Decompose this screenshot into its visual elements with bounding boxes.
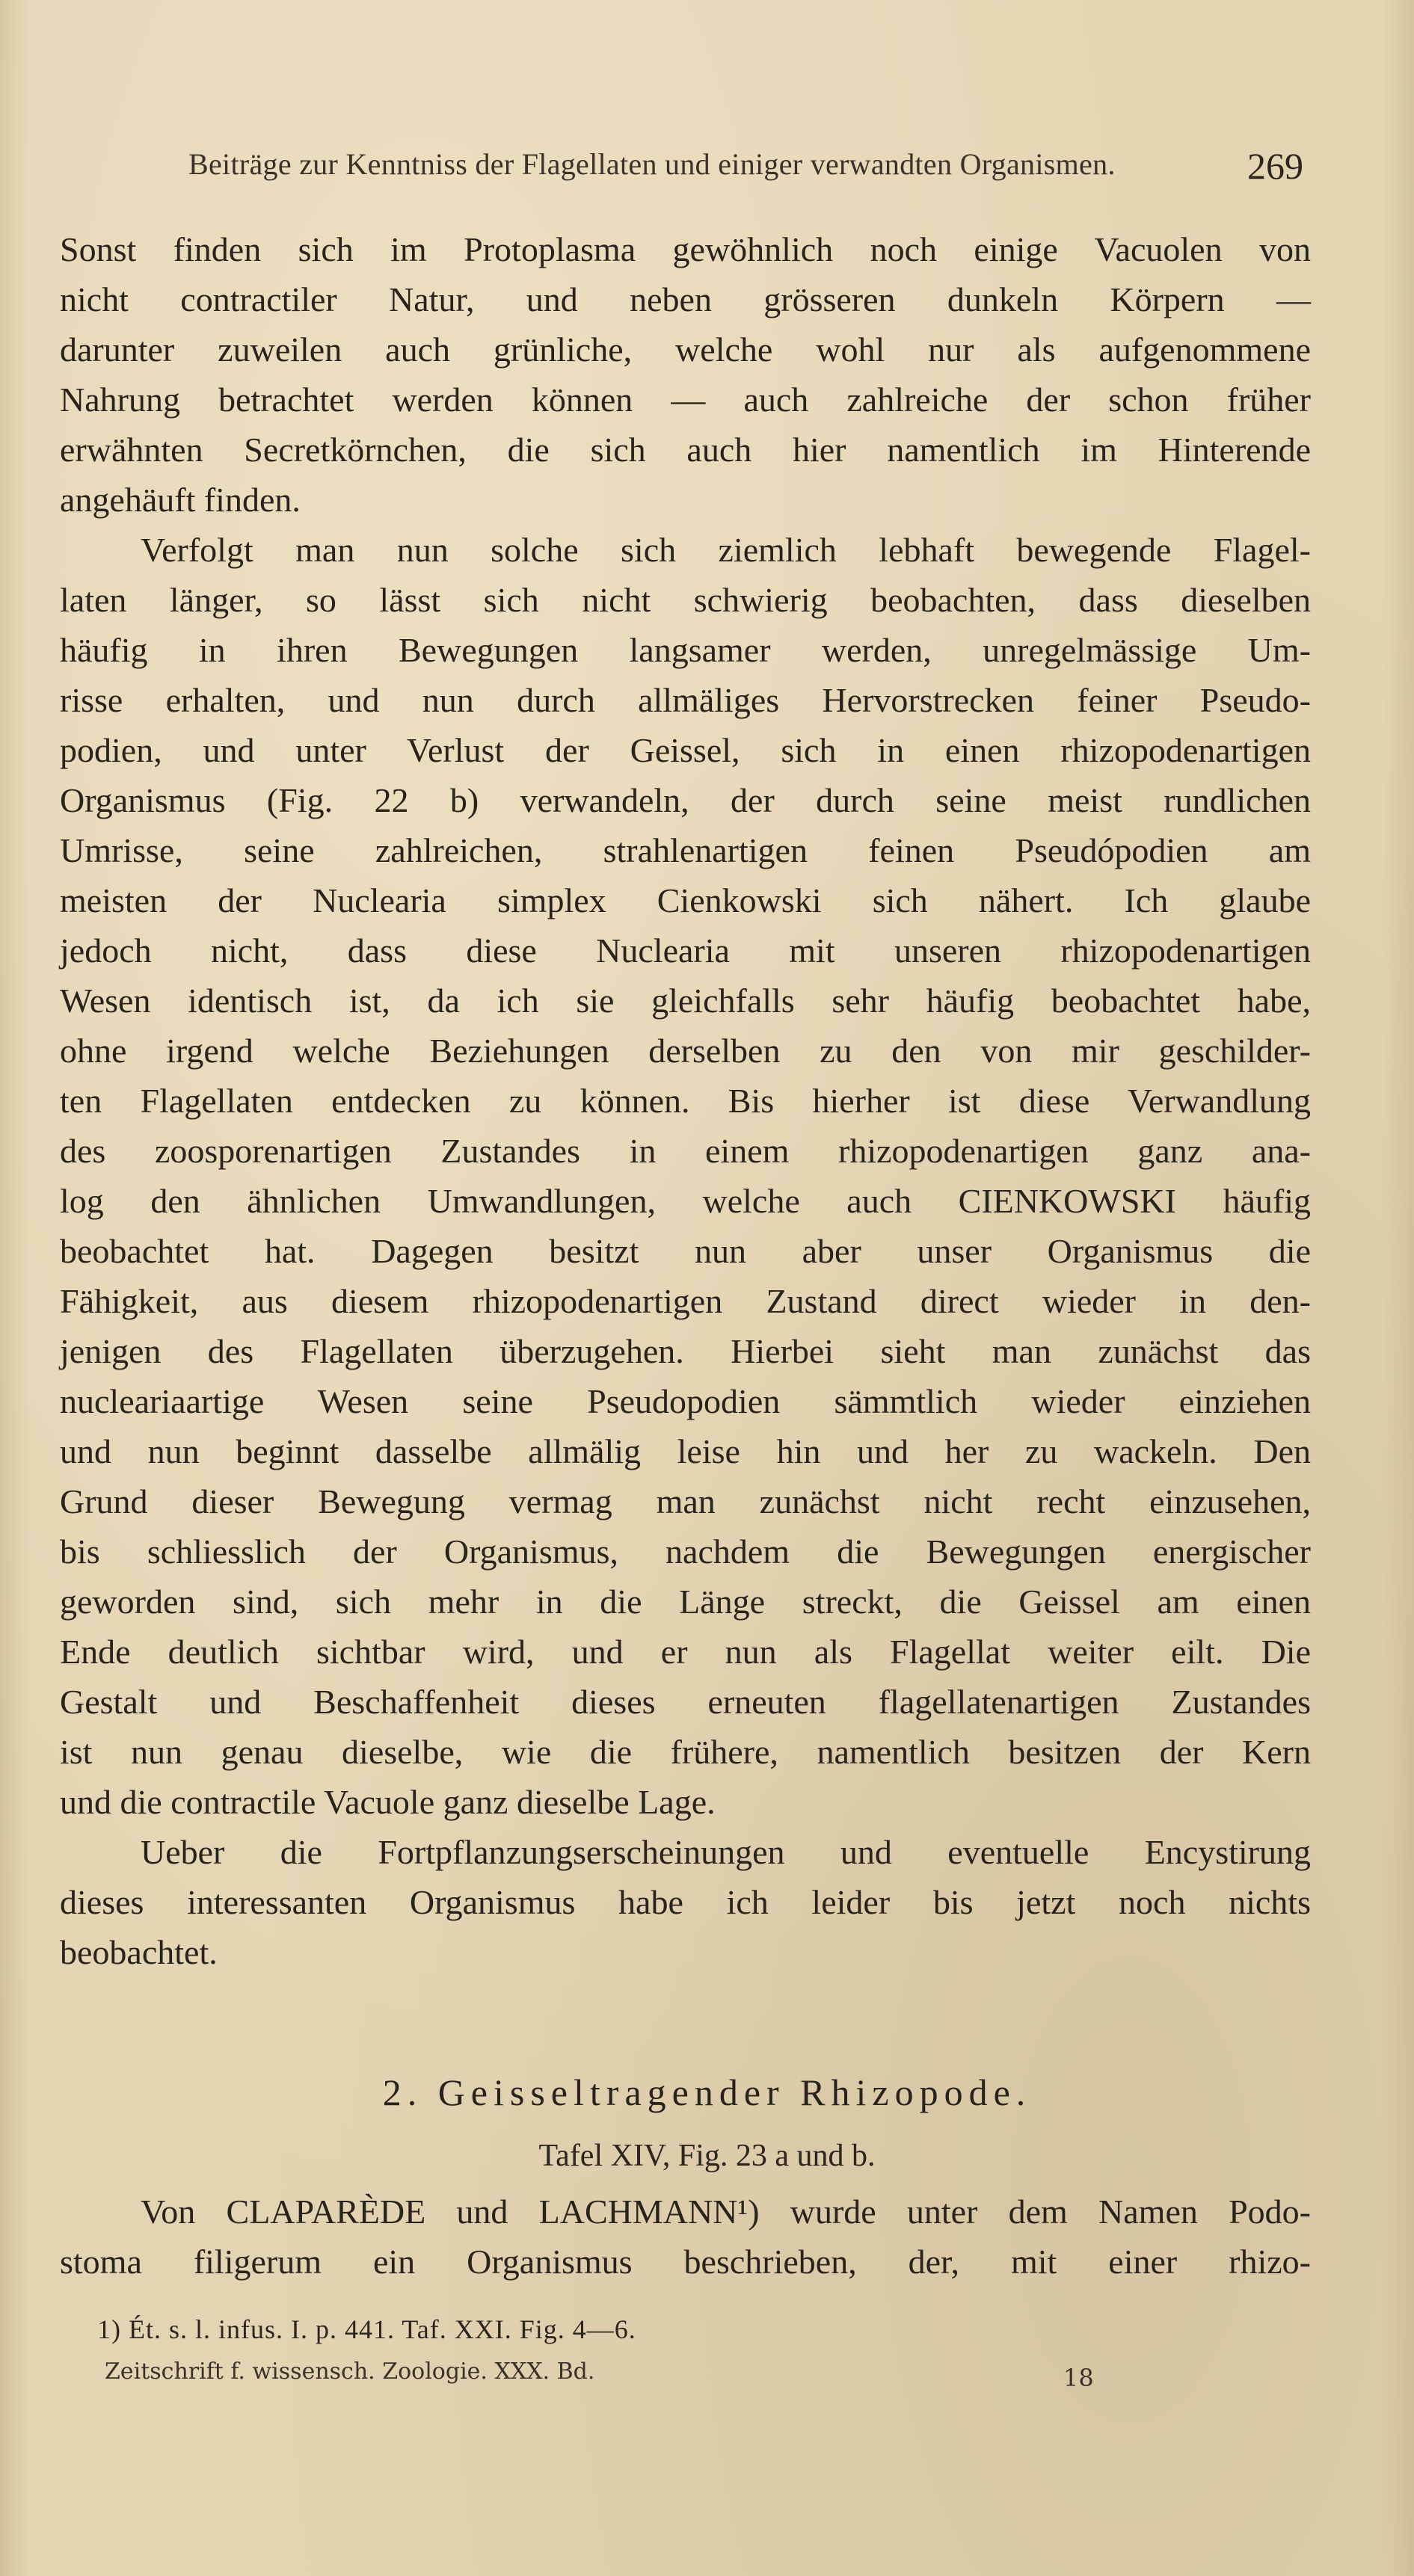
text-line: Von CLAPARÈDE und LACHMANN¹) wurde unter dem Namen Podo- xyxy=(141,2193,1311,2231)
sheet-signature: 18 xyxy=(1063,2364,1094,2392)
text-line: Wesen identisch ist, da ich sie gleichfalls sehr häufig beobachtet habe, xyxy=(60,982,1311,1020)
footnote: 1) Ét. s. l. infus. I. p. 441. Taf. XXI. Fig. 4—6. xyxy=(97,2314,636,2344)
text-line: beobachtet hat. Dagegen besitzt nun aber unser Organismus die xyxy=(60,1232,1311,1270)
text-line: angehäuft finden. xyxy=(60,481,301,519)
text-line: darunter zuweilen auch grünliche, welche wohl nur als aufgenommene xyxy=(60,330,1311,369)
section-heading: 2. Geisseltragender Rhizopode. xyxy=(382,2071,1032,2113)
text-line: beobachtet. xyxy=(60,1933,218,1971)
text-line: Gestalt und Beschaffenheit dieses erneuten flagellatenartigen Zustandes xyxy=(60,1683,1311,1721)
text-line: Verfolgt man nun solche sich ziemlich lebhaft bewegende Flagel- xyxy=(141,531,1311,569)
main-text-block xyxy=(60,224,1311,1977)
text-line: häufig in ihren Bewegungen langsamer werden, unregelmässige Um- xyxy=(60,631,1311,669)
text-line: nicht contractiler Natur, und neben grösseren dunkeln Körpern — xyxy=(60,280,1311,318)
text-line: Grund dieser Bewegung vermag man zunächst nicht recht einzusehen, xyxy=(60,1482,1311,1520)
text-line: und nun beginnt dasselbe allmälig leise hin und her zu wackeln. Den xyxy=(60,1432,1311,1470)
text-line: geworden sind, sich mehr in die Länge streckt, die Geissel am einen xyxy=(60,1583,1311,1621)
section-text-block xyxy=(60,2187,1311,2287)
plate-reference: Tafel XIV, Fig. 23 a und b. xyxy=(538,2139,876,2173)
text-line: jedoch nicht, dass diese Nuclearia mit unseren rhizopodenartigen xyxy=(60,931,1311,970)
text-line: Ende deutlich sichtbar wird, und er nun als Flagellat weiter eilt. Die xyxy=(60,1633,1311,1671)
text-line: meisten der Nuclearia simplex Cienkowski sich nähert. Ich glaube xyxy=(60,881,1311,919)
text-line: stoma filigerum ein Organismus beschrieben, der, mit einer rhizo- xyxy=(60,2243,1311,2281)
text-line: Fähigkeit, aus diesem rhizopodenartigen Zustand direct wieder in den- xyxy=(60,1282,1311,1320)
text-line: log den ähnlichen Umwandlungen, welche auch CIENKOWSKI häufig xyxy=(60,1182,1311,1220)
text-line: Ueber die Fortpflanzungserscheinungen und eventuelle Encystirung xyxy=(141,1833,1311,1871)
text-line: Sonst finden sich im Protoplasma gewöhnlich noch einige Vacuolen von xyxy=(60,230,1311,268)
text-line: ist nun genau dieselbe, wie die frühere, namentlich besitzen der Kern xyxy=(60,1733,1311,1771)
text-line: ohne irgend welche Beziehungen derselben zu den von mir geschilder- xyxy=(60,1032,1311,1070)
text-line: und die contractile Vacuole ganz dieselbe Lage. xyxy=(60,1783,716,1821)
text-line: Organismus (Fig. 22 b) verwandeln, der durch seine meist rundlichen xyxy=(60,781,1311,819)
page-number: 269 xyxy=(1247,145,1303,187)
text-line: dieses interessanten Organismus habe ich leider bis jetzt noch nichts xyxy=(60,1883,1311,1921)
text-line: jenigen des Flagellaten überzugehen. Hierbei sieht man zunächst das xyxy=(60,1332,1311,1370)
running-head: Beiträge zur Kenntniss der Flagellaten und einiger verwandten Organismen. xyxy=(188,147,1116,181)
text-line: des zoosporenartigen Zustandes in einem rhizopodenartigen ganz ana- xyxy=(60,1132,1311,1170)
text-line: podien, und unter Verlust der Geissel, sich in einen rhizopodenartigen xyxy=(60,731,1311,769)
text-line: laten länger, so lässt sich nicht schwierig beobachten, dass dieselben xyxy=(60,581,1311,619)
text-line: risse erhalten, und nun durch allmäliges Hervorstrecken feiner Pseudo- xyxy=(60,681,1311,719)
text-line: ten Flagellaten entdecken zu können. Bis hierher ist diese Verwandlung xyxy=(60,1082,1311,1120)
text-line: Umrisse, seine zahlreichen, strahlenartigen feinen Pseudópodien am xyxy=(60,831,1311,869)
text-line: nucleariaartige Wesen seine Pseudopodien sämmtlich wieder einziehen xyxy=(60,1382,1311,1420)
text-line: Nahrung betrachtet werden können — auch zahlreiche der schon früher xyxy=(60,380,1311,419)
journal-signature-line: Zeitschrift f. wissensch. Zoologie. XXX. Bd. xyxy=(105,2358,595,2385)
text-line: erwähnten Secretkörnchen, die sich auch hier namentlich im Hinterende xyxy=(60,431,1311,469)
text-line: bis schliesslich der Organismus, nachdem die Bewegungen energischer xyxy=(60,1532,1311,1571)
